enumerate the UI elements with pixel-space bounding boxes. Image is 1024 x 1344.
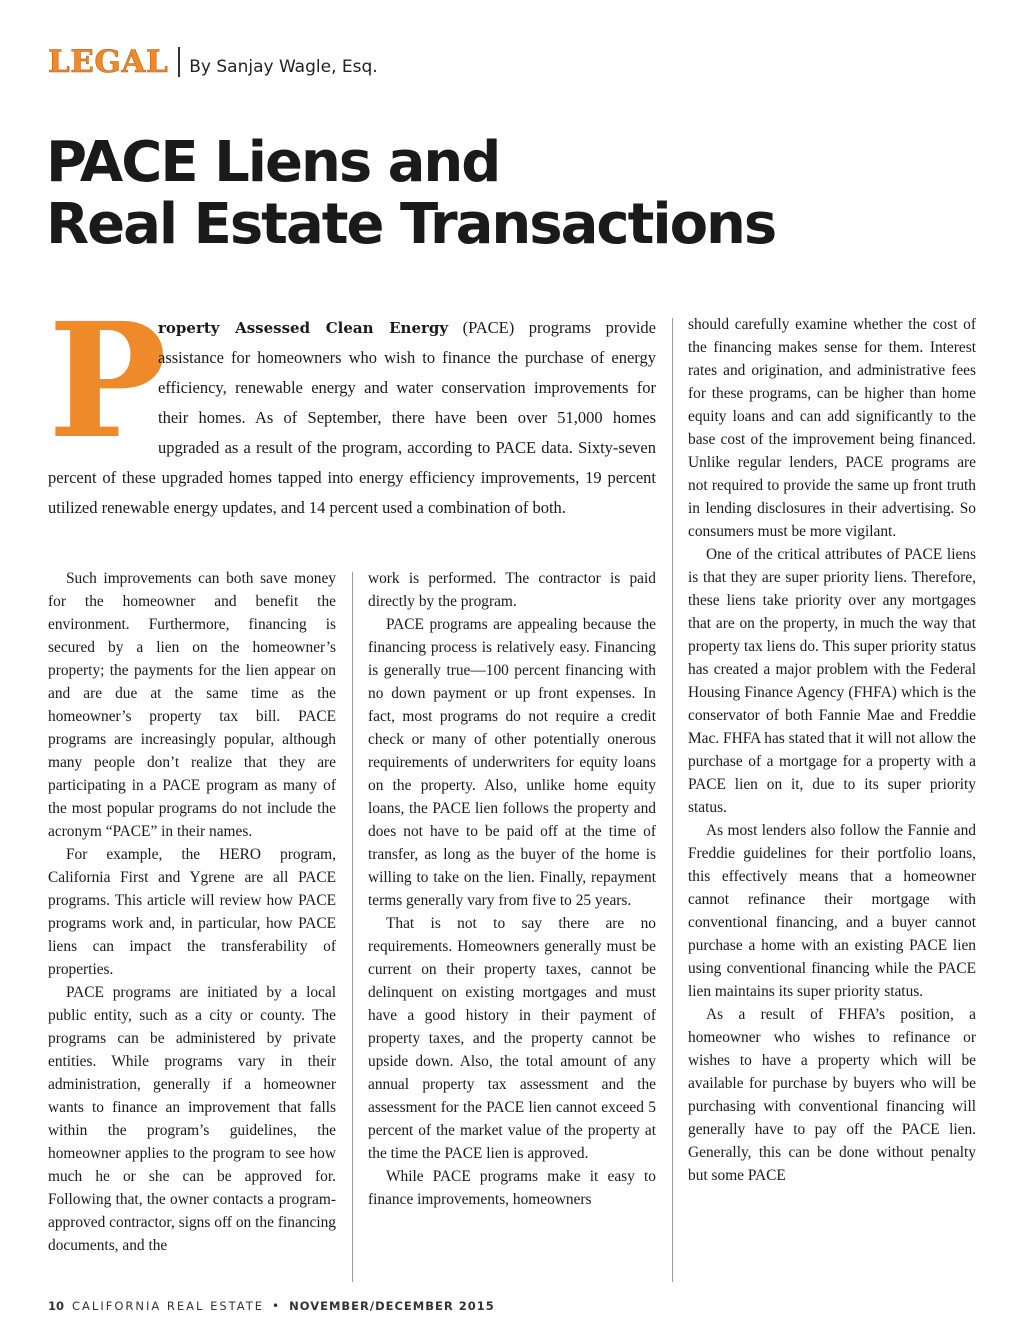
footer-bullet: • (272, 1299, 282, 1313)
body-paragraph: As a result of FHFA’s position, a homeowner who wishes to refinance or wishes to have a property which will be available for purchase by buyers who will be purchasing with conventional financing will generally have to pay off the PACE lien. Generally, this can be done without penalty but some PACE (688, 1006, 976, 1184)
page-footer (48, 1299, 495, 1313)
body-paragraph: As most lenders also follow the Fannie and Freddie guidelines for their portfolio loans, this effectively means that a homeowner cannot refinance their mortgage with conventional financing, and a buyer cannot purchase a home with an existing PACE lien using conventional financing while the PACE lien maintains its super priority status. (688, 822, 976, 1000)
body-paragraph: PACE programs are appealing because the financing process is relatively easy. Financing is generally true—100 percent financing with no down payment or up front expenses. In fact, most programs do not require a credit check or many of other potentially onerous requirements of underwriters for equity loans on the property. Also, unlike home equity loans, the PACE lien follows the property and does not have to be paid off at the time of transfer, as long as the buyer of the home is willing to take on the lien. Finally, repayment terms generally vary from five to 25 years. (368, 616, 656, 909)
lead-paragraph (48, 289, 656, 523)
body-paragraph: One of the critical attributes of PACE liens is that they are super priority liens. Therefore, these liens take priority over any mortgages that are on the property, in much the way that property tax liens do. This super priority status has created a major problem with the Federal Housing Finance Agency (FHFA) which is the conservator of both Fannie Mae and Freddie Mac. FHFA has stated that it will not allow the purchase of a mortgage for a property with a PACE lien on it, due to its super priority status. (688, 546, 976, 816)
title-line-2: Real Estate Transactions (46, 192, 776, 257)
lead-bold-phrase: roperty Assessed Clean Energy (158, 319, 449, 337)
section-tag: LEGAL (48, 44, 169, 80)
body-paragraph: Such improvements can both save money for the homeowner and benefit the environment. Furthermore, financing is secured by a lien on the homeowner’s property; the payments for the lien appear on and are due at the same time as the homeowner’s property tax bill. PACE programs are increasingly popular, although many people don’t realize that they are participating in a PACE program as many of the most popular programs do not include the acronym “PACE” in their names. (48, 570, 336, 840)
header-divider (178, 47, 180, 77)
article-header (48, 44, 378, 80)
body-paragraph-continued: work is performed. The contractor is paid directly by the program. (368, 570, 656, 610)
body-paragraph-continued: should carefully examine whether the cost of the financing makes sense for them. Interest rates and origination, and administrative fees for these programs, can be higher than home equity loans and can add significantly to the base cost of the improvement being financed. Unlike regular lenders, PACE programs are not required to provide the same up front truth in lending disclosures in their advertising. So consumers must be more vigilant. (688, 316, 976, 540)
body-paragraph: For example, the HERO program, California First and Ygrene are all PACE programs. This article will review how PACE programs work and, in particular, how PACE liens can impact the transferability of properties. (48, 846, 336, 978)
drop-cap: P (48, 289, 167, 474)
article-title (46, 132, 775, 256)
issue-date: NOVEMBER/DECEMBER 2015 (289, 1299, 495, 1313)
column-2 (368, 567, 656, 1211)
title-line-1: PACE Liens and (46, 130, 500, 195)
publication-name: CALIFORNIA REAL ESTATE (72, 1299, 265, 1313)
lead-text: (PACE) programs provide assistance for homeowners who wish to finance the purchase of energy efficiency, renewable energy and water conservation improvements for their homes. As of September, there have been over 51,000 homes upgraded as a result of the program, according to PACE data. Sixty-seven percent of these upgraded homes tapped into energy efficiency improvements, 19 percent utilized renewable energy updates, and 14 percent used a combination of both. (48, 318, 656, 517)
column-3 (688, 313, 976, 1187)
column-1 (48, 567, 336, 1257)
column-divider-1 (352, 572, 353, 1282)
column-divider-2 (672, 318, 673, 1282)
body-paragraph: PACE programs are initiated by a local public entity, such as a city or county. The programs can be administered by private entities. While programs vary in their administration, generally if a homeowner wants to finance an improvement that falls within the program’s guidelines, the homeowner applies to the program to see how much he or she can be approved for. Following that, the owner contacts a program-approved contractor, signs off on the financing documents, and the (48, 984, 336, 1254)
body-paragraph: That is not to say there are no requirements. Homeowners generally must be current on their property taxes, cannot be delinquent on existing mortgages and must have a good history in their payment of property taxes, and the property cannot be upside down. Also, the total amount of any annual property tax assessment and the assessment for the PACE lien cannot exceed 5 percent of the market value of the property at the time the PACE lien is approved. (368, 915, 656, 1162)
byline: By Sanjay Wagle, Esq. (189, 57, 378, 77)
body-paragraph: While PACE programs make it easy to finance improvements, homeowners (368, 1168, 656, 1208)
page-number: 10 (48, 1299, 65, 1313)
